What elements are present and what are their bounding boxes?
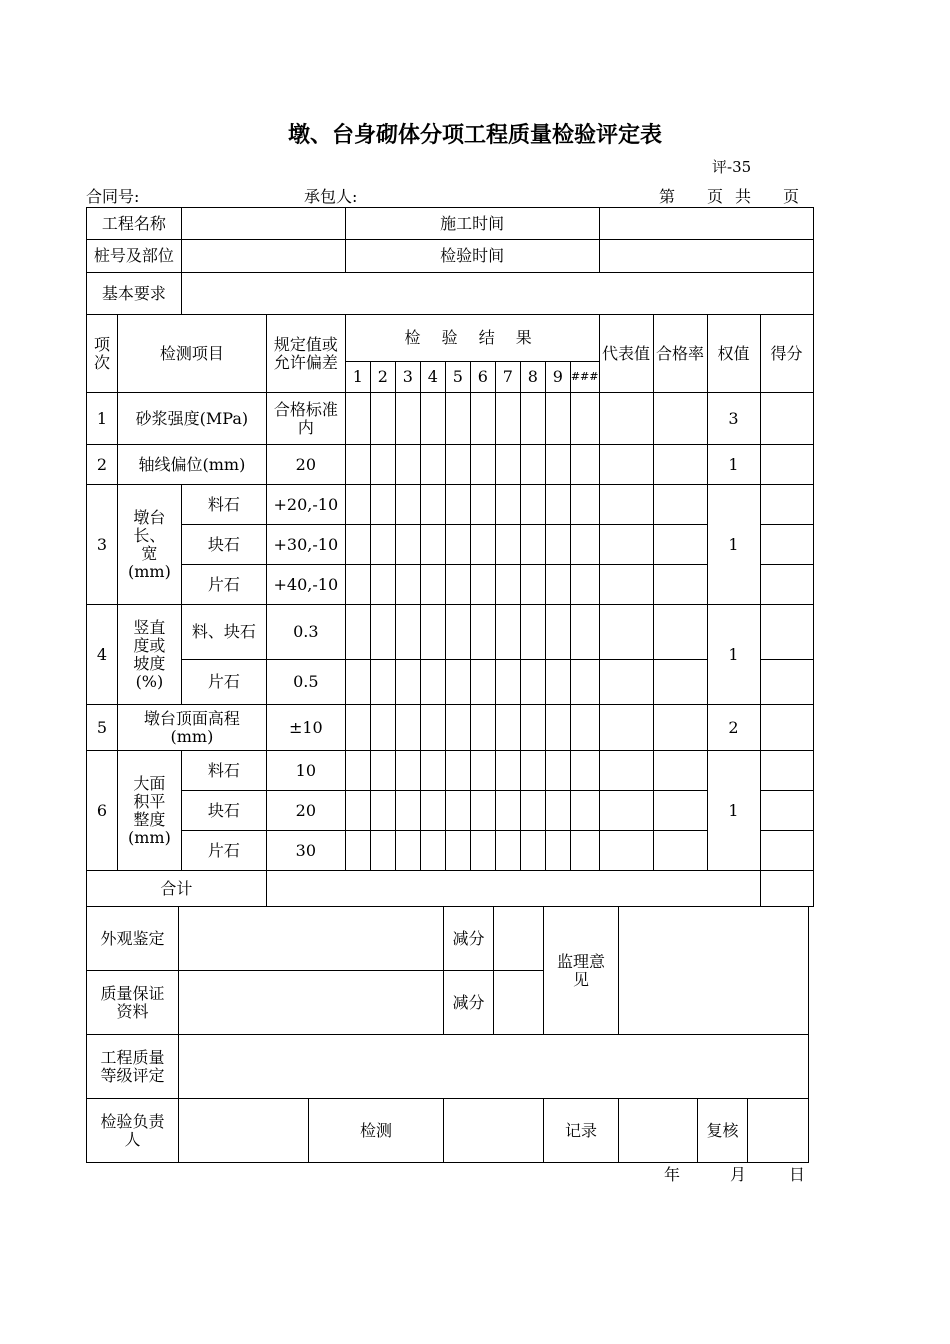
row-spec: 20 (266, 445, 345, 485)
result-col-1: 1 (345, 362, 370, 393)
result-col-7: 7 (495, 362, 520, 393)
rep-value-cell[interactable] (599, 565, 653, 605)
col-spec: 规定值或允许偏差 (266, 315, 345, 393)
pass-rate-cell[interactable] (653, 393, 707, 445)
score-cell[interactable] (760, 660, 813, 705)
score-cell[interactable] (760, 485, 813, 525)
date-day: 日 (789, 1165, 806, 1184)
rep-value-cell[interactable] (599, 605, 653, 660)
pass-rate-cell[interactable] (653, 445, 707, 485)
deduct2-value[interactable] (494, 971, 544, 1035)
record-label: 记录 (544, 1099, 619, 1163)
row-spec: 0.5 (266, 660, 345, 705)
construction-time-value[interactable] (599, 208, 813, 240)
pass-rate-cell[interactable] (653, 660, 707, 705)
table-row (87, 791, 814, 831)
rep-value-cell[interactable] (599, 831, 653, 871)
appearance-label: 外观鉴定 (87, 907, 179, 971)
row-item: 轴线偏位(mm) (118, 445, 267, 485)
form-code: 评-35 (712, 158, 752, 176)
row-item: 大面积平整度(mm) (118, 751, 182, 871)
row-spec: 合格标准内 (266, 393, 345, 445)
row-item: 墩台长、宽(mm) (118, 485, 182, 605)
table-row (87, 393, 814, 445)
score-cell[interactable] (760, 705, 813, 751)
row-spec: 0.3 (266, 605, 345, 660)
table-row (87, 485, 814, 525)
rep-value-cell[interactable] (599, 445, 653, 485)
total-row (87, 871, 814, 907)
score-cell[interactable] (760, 525, 813, 565)
col-score: 得分 (760, 315, 813, 393)
page-unit2-label: 页 (783, 187, 800, 206)
row-no: 2 (87, 445, 118, 485)
supervisor-label: 监理意见 (544, 907, 619, 1035)
quality-docs-value[interactable] (179, 971, 444, 1035)
station-part-label: 桩号及部位 (87, 240, 182, 273)
row-weight: 1 (707, 605, 760, 705)
result-col-2: 2 (370, 362, 395, 393)
row-subitem: 料石 (181, 751, 266, 791)
rep-value-cell[interactable] (599, 791, 653, 831)
pass-rate-cell[interactable] (653, 751, 707, 791)
project-name-label: 工程名称 (87, 208, 182, 240)
table-row (87, 565, 814, 605)
contractor-label: 承包人: (304, 187, 358, 206)
row-subitem: 料石 (181, 485, 266, 525)
score-cell[interactable] (760, 565, 813, 605)
pass-rate-cell[interactable] (653, 485, 707, 525)
inspection-time-label: 检验时间 (345, 240, 599, 273)
row-item: 竖直度或坡度(%) (118, 605, 182, 705)
rep-value-cell[interactable] (599, 705, 653, 751)
result-col-3: 3 (395, 362, 420, 393)
score-cell[interactable] (760, 605, 813, 660)
result-col-6: 6 (470, 362, 495, 393)
score-cell[interactable] (760, 445, 813, 485)
row-no: 4 (87, 605, 118, 705)
review-label: 复核 (698, 1099, 748, 1163)
contract-label: 合同号: (86, 187, 140, 206)
col-item-no: 项次 (87, 315, 118, 393)
score-cell[interactable] (760, 393, 813, 445)
row-item: 墩台顶面高程(mm) (118, 705, 267, 751)
pass-rate-cell[interactable] (653, 791, 707, 831)
row-spec: 10 (266, 751, 345, 791)
row-subitem: 片石 (181, 660, 266, 705)
record-value[interactable] (619, 1099, 698, 1163)
row-weight: 1 (707, 445, 760, 485)
row-weight: 1 (707, 485, 760, 605)
rep-value-cell[interactable] (599, 525, 653, 565)
pass-rate-cell[interactable] (653, 565, 707, 605)
project-name-value[interactable] (181, 208, 345, 240)
pass-rate-cell[interactable] (653, 525, 707, 565)
construction-time-label: 施工时间 (345, 208, 599, 240)
row-spec: +40,-10 (266, 565, 345, 605)
row-subitem: 料、块石 (181, 605, 266, 660)
col-pass-rate: 合格率 (653, 315, 707, 393)
page-total-label: 共 (735, 187, 752, 206)
grade-label: 工程质量等级评定 (87, 1035, 179, 1099)
row-spec: +30,-10 (266, 525, 345, 565)
rep-value-cell[interactable] (599, 751, 653, 791)
row-no: 6 (87, 751, 118, 871)
row-subitem: 块石 (181, 525, 266, 565)
row-subitem: 片石 (181, 565, 266, 605)
deduct2-label: 减分 (444, 971, 494, 1035)
total-score[interactable] (760, 871, 813, 907)
review-value[interactable] (748, 1099, 809, 1163)
row-spec: +20,-10 (266, 485, 345, 525)
pass-rate-cell[interactable] (653, 831, 707, 871)
date-month: 月 (730, 1165, 747, 1184)
row-no: 3 (87, 485, 118, 605)
col-rep-value: 代表值 (599, 315, 653, 393)
test-value[interactable] (444, 1099, 544, 1163)
col-check-item: 检测项目 (118, 315, 267, 393)
date-year: 年 (664, 1165, 681, 1184)
result-col-9: 9 (545, 362, 570, 393)
col-weight: 权值 (707, 315, 760, 393)
test-label: 检测 (309, 1099, 444, 1163)
row-spec: ±10 (266, 705, 345, 751)
row-weight: 1 (707, 751, 760, 871)
basic-req-value[interactable] (181, 273, 813, 315)
pass-rate-cell[interactable] (653, 705, 707, 751)
rep-value-cell[interactable] (599, 660, 653, 705)
row-subitem: 块石 (181, 791, 266, 831)
table-row (87, 751, 814, 791)
row-no: 5 (87, 705, 118, 751)
rep-value-cell[interactable] (599, 485, 653, 525)
row-weight: 2 (707, 705, 760, 751)
page-unit-label: 页 (707, 187, 724, 206)
rep-value-cell[interactable] (599, 393, 653, 445)
row-spec: 20 (266, 791, 345, 831)
result-col-10: ### (570, 362, 599, 393)
total-label: 合计 (87, 871, 267, 907)
basic-req-label: 基本要求 (87, 273, 182, 315)
inspector-value[interactable] (179, 1099, 309, 1163)
page-title: 墩、台身砌体分项工程质量检验评定表 (287, 122, 662, 148)
appearance-value[interactable] (179, 907, 444, 971)
page-no-label: 第 (659, 187, 676, 206)
table-row (87, 660, 814, 705)
table-row (87, 525, 814, 565)
deduct-label: 减分 (444, 907, 494, 971)
score-cell[interactable] (760, 751, 813, 791)
station-part-value[interactable] (181, 240, 345, 273)
deduct-value[interactable] (494, 907, 544, 971)
table-row (87, 705, 814, 751)
total-value[interactable] (266, 871, 760, 907)
inspector-label: 检验负责人 (87, 1099, 179, 1163)
footer-table (86, 906, 809, 1163)
table-row (87, 445, 814, 485)
evaluation-table (86, 207, 814, 907)
grade-value[interactable] (179, 1035, 809, 1099)
row-weight: 3 (707, 393, 760, 445)
row-no: 1 (87, 393, 118, 445)
table-row (87, 605, 814, 660)
row-subitem: 片石 (181, 831, 266, 871)
supervisor-value[interactable] (619, 907, 809, 1035)
quality-docs-label: 质量保证资料 (87, 971, 179, 1035)
inspection-time-value[interactable] (599, 240, 813, 273)
score-cell[interactable] (760, 831, 813, 871)
result-col-5: 5 (445, 362, 470, 393)
pass-rate-cell[interactable] (653, 605, 707, 660)
row-item: 砂浆强度(MPa) (118, 393, 267, 445)
score-cell[interactable] (760, 791, 813, 831)
result-col-4: 4 (420, 362, 445, 393)
table-row (87, 831, 814, 871)
row-spec: 30 (266, 831, 345, 871)
result-col-8: 8 (520, 362, 545, 393)
col-results: 检 验 结 果 (345, 315, 599, 362)
